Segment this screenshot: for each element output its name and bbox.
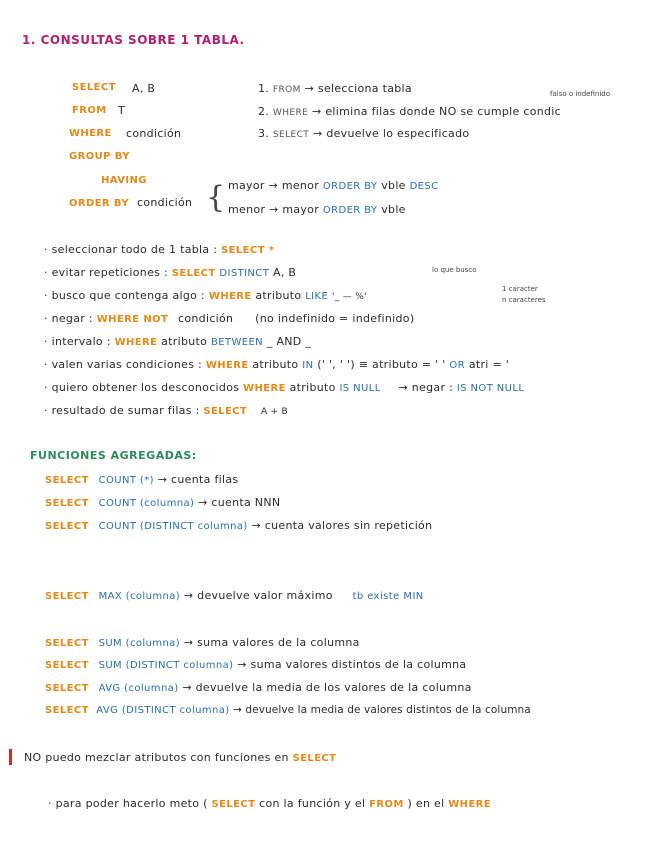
bullet-is-null [44, 381, 524, 394]
bullet-arg: atributo [252, 358, 299, 371]
agg-description: → cuenta valores sin repetición [251, 519, 433, 532]
step-3-text: → devuelve lo especificado [313, 127, 470, 140]
bullet-distinct [44, 266, 296, 279]
bullet-keyword-distinct: DISTINCT [219, 268, 270, 279]
order-by-arg: condición [137, 196, 193, 209]
from-keyword: FROM [72, 105, 107, 116]
step-3-keyword: SELECT [272, 130, 310, 140]
agg-note: tb existe [352, 591, 400, 602]
step-3-number: 3. [258, 127, 270, 140]
bullet-like [44, 289, 367, 302]
step-1 [258, 82, 412, 95]
order-asc-arg: vble [381, 203, 406, 216]
subquery-text: con la función y el [259, 797, 366, 810]
warning-keyword: SELECT [292, 753, 337, 764]
order-desc [228, 179, 439, 192]
order-by-keyword: ORDER BY [69, 198, 130, 209]
agg-description: → devuelve la media de valores distintos de la columna [233, 704, 531, 716]
agg-function: AVG (columna) [98, 683, 179, 694]
bullet-rest: (' ', ' ') ≡ atributo = ' ' [317, 358, 446, 371]
order-desc-arg: vble [381, 179, 406, 192]
bullet-keyword: SELECT [203, 406, 248, 417]
bullet-arg: condición [178, 312, 234, 325]
step-1-number: 1. [258, 82, 270, 95]
like-note-one-char: 1 caracter [502, 285, 538, 293]
agg-function: MAX (columna) [98, 591, 181, 602]
bullet-keyword-or: OR [449, 360, 466, 371]
bullet-keyword-between: BETWEEN [210, 337, 264, 348]
bullet-keyword: WHERE NOT [96, 314, 169, 325]
bullet-keyword: WHERE [114, 337, 158, 348]
bullet-text: · evitar repeticiones : [44, 266, 168, 279]
warning-line [24, 751, 336, 764]
bullet-text: · intervalo : [44, 335, 111, 348]
select-keyword: SELECT [72, 82, 116, 93]
agg-keyword: SELECT [45, 591, 89, 602]
step-3 [258, 127, 469, 140]
bullet-keyword: SELECT [171, 268, 216, 279]
bullet-rest: atri = ' [468, 358, 510, 371]
agg-description: → suma valores distintos de la columna [237, 658, 467, 671]
bullet-arg: atributo [161, 335, 208, 348]
agg-function: AVG (DISTINCT columna) [96, 705, 230, 716]
bullet-not [44, 312, 414, 325]
agg-keyword: SELECT [45, 660, 89, 671]
bullet-text: · seleccionar todo de 1 tabla : [44, 243, 218, 256]
agg-keyword: SELECT [45, 638, 89, 649]
bullet-keyword: WHERE [205, 360, 249, 371]
bullet-in [44, 358, 509, 371]
subquery-text: ) en el [407, 797, 445, 810]
agg-description: → suma valores de la columna [183, 636, 360, 649]
subquery-keyword-select: SELECT [211, 799, 256, 810]
select-args: A, B [132, 82, 156, 95]
agg-keyword: SELECT [45, 705, 89, 716]
like-pattern: '_ — %' [332, 292, 367, 302]
where-keyword: WHERE [69, 128, 112, 139]
agg-function: COUNT (columna) [98, 498, 195, 509]
order-desc-text: mayor → menor [228, 179, 320, 192]
agg-function-min: MIN [403, 591, 424, 602]
step-2-note: falso o indefinido [550, 90, 611, 98]
alert-marker [9, 749, 12, 765]
agg-keyword: SELECT [45, 521, 89, 532]
agg-keyword: SELECT [45, 475, 89, 486]
bullet-note: (no indefinido = indefinido) [255, 312, 415, 325]
bullet-text: · negar : [44, 312, 93, 325]
bullet-keyword: SELECT * [221, 245, 275, 256]
agg-description: → cuenta filas [157, 473, 239, 486]
agg-avg [45, 681, 472, 694]
from-arg: T [118, 104, 126, 117]
where-arg: condición [126, 127, 182, 140]
bullet-keyword-is-null: IS NULL [339, 383, 381, 394]
bullet-select-all [44, 243, 274, 256]
agg-max [45, 589, 424, 602]
bullet-keyword: WHERE [243, 383, 286, 394]
agg-description: → devuelve valor máximo [183, 589, 333, 602]
having-keyword: HAVING [101, 175, 147, 186]
like-note-n-chars: n caracteres [502, 296, 546, 304]
bullet-between [44, 335, 311, 348]
agg-function: SUM (DISTINCT columna) [98, 660, 234, 671]
bullet-arg: atributo [289, 381, 336, 394]
step-2-number: 2. [258, 105, 270, 118]
page-title: 1. CONSULTAS SOBRE 1 TABLA. [22, 33, 245, 47]
order-asc-text: menor → mayor [228, 203, 320, 216]
bullet-keyword-is-not-null: IS NOT NULL [456, 383, 525, 394]
bullet-keyword: WHERE [208, 291, 252, 302]
agg-description: → devuelve la media de los valores de la columna [182, 681, 472, 694]
subquery-note [48, 797, 491, 810]
order-asc [228, 203, 406, 216]
bullet-sum-rows [44, 404, 288, 417]
warning-text: NO puedo mezclar atributos con funciones en [24, 751, 289, 764]
agg-keyword: SELECT [45, 683, 89, 694]
agg-function: COUNT (*) [98, 475, 154, 486]
agg-keyword: SELECT [45, 498, 89, 509]
bullet-text: · valen varias condiciones : [44, 358, 203, 371]
step-2 [258, 105, 561, 118]
agg-sum [45, 636, 360, 649]
agg-avg-distinct [45, 704, 531, 716]
bullet-rest: _ AND _ [266, 335, 312, 348]
bullet-arg: A, B [273, 266, 297, 279]
group-by-keyword: GROUP BY [69, 151, 130, 162]
bullet-arg: A + B [260, 407, 289, 417]
order-desc-direction: DESC [409, 181, 439, 192]
subquery-keyword-from: FROM [369, 799, 404, 810]
agg-count-distinct [45, 519, 432, 532]
bullet-text: · quiero obtener los desconocidos [44, 381, 240, 394]
like-note-top: lo que busco [432, 266, 477, 274]
bullet-keyword-in: IN [302, 360, 314, 371]
subquery-keyword-where: WHERE [448, 799, 492, 810]
agg-function: COUNT (DISTINCT columna) [98, 521, 248, 532]
bullet-keyword-like: LIKE [305, 291, 329, 302]
section-title-aggregates: FUNCIONES AGREGADAS: [30, 449, 197, 462]
bullet-arg: atributo [255, 289, 302, 302]
brace: { [206, 180, 226, 215]
bullet-text: · resultado de sumar filas : [44, 404, 200, 417]
step-2-keyword: WHERE [272, 108, 309, 118]
step-1-text: → selecciona tabla [304, 82, 412, 95]
bullet-text: · busco que contenga algo : [44, 289, 206, 302]
agg-count-column [45, 496, 280, 509]
order-asc-keyword: ORDER BY [322, 205, 378, 216]
subquery-text: · para poder hacerlo meto ( [48, 797, 208, 810]
bullet-rest: → negar : [398, 381, 454, 394]
agg-count-star [45, 473, 238, 486]
agg-description: → cuenta NNN [198, 496, 281, 509]
agg-sum-distinct [45, 658, 466, 671]
step-1-keyword: FROM [272, 85, 301, 95]
agg-function: SUM (columna) [98, 638, 181, 649]
order-desc-keyword: ORDER BY [322, 181, 378, 192]
step-2-text: → elimina filas donde NO se cumple condic [312, 105, 562, 118]
